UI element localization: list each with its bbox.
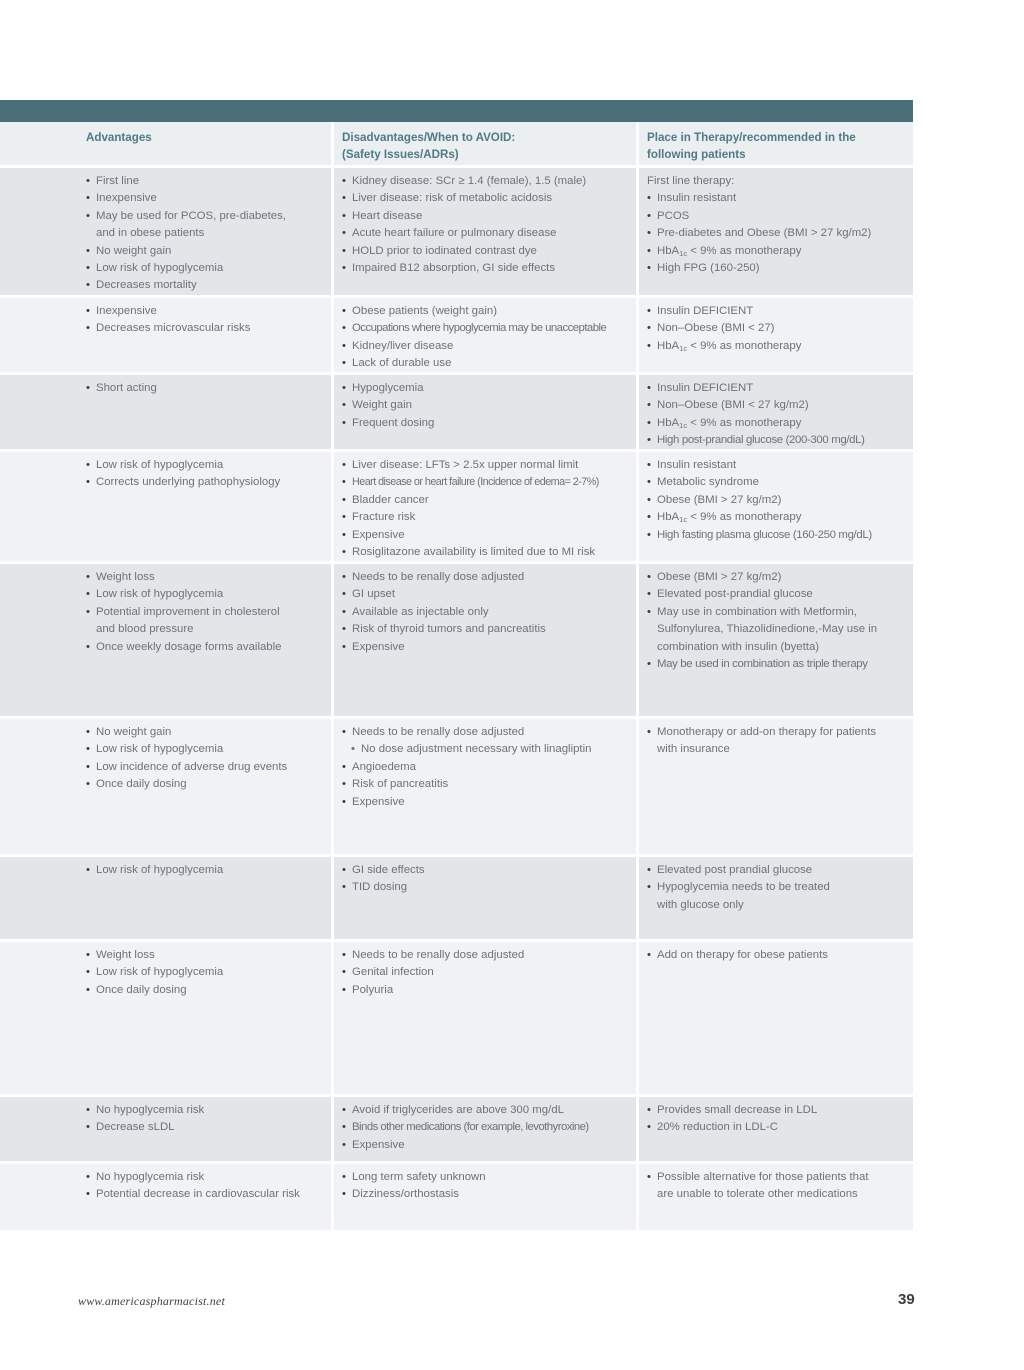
table-row [0, 942, 913, 1097]
list-item: • Liver disease: LFTs > 2.5x upper normal limit [342, 457, 628, 474]
list-item: • 20% reduction in LDL-C [647, 1119, 905, 1136]
list-item: • Long term safety unknown [342, 1169, 628, 1186]
list-item: • Once weekly dosage forms available [86, 639, 323, 656]
place-in-therapy-cell [636, 857, 913, 939]
page-number: 39 [898, 1291, 915, 1308]
advantages-cell [0, 942, 331, 1094]
list-item: • Rosiglitazone availability is limited due to MI risk [342, 544, 628, 561]
list-item: • Hypoglycemia [342, 380, 628, 397]
list-item: • Expensive [342, 639, 628, 656]
list-item: • Expensive [342, 527, 628, 544]
table-header-row [0, 122, 913, 168]
header-place-line1: Place in Therapy/recommended in the [647, 131, 856, 144]
list-item: • Impaired B12 absorption, GI side effects [342, 260, 628, 277]
list-item: • Once daily dosing [86, 982, 323, 999]
list-item: • Decreases mortality [86, 277, 323, 294]
header-color-bar [0, 100, 913, 122]
advantages-cell [0, 564, 331, 716]
list-item: • PCOS [647, 208, 905, 225]
list-item-hba1c [647, 415, 905, 432]
place-in-therapy-cell [636, 1097, 913, 1161]
disadvantages-cell [331, 1164, 636, 1230]
header-place-line2: following patients [647, 148, 746, 161]
list-item: • Insulin resistant [647, 190, 905, 207]
list-item-continuation [647, 741, 905, 758]
list-item: • Low risk of hypoglycemia [86, 862, 323, 879]
advantages-cell [0, 168, 331, 295]
list-item: • Needs to be renally dose adjusted [342, 724, 628, 741]
list-item: • No weight gain [86, 724, 323, 741]
disadvantages-cell [331, 298, 636, 372]
disadvantages-cell [331, 1097, 636, 1161]
list-item-hba1c [647, 338, 905, 355]
continuation-text: Sulfonylurea, Thiazolidinedione,-May use in [657, 623, 878, 636]
place-in-therapy-cell [636, 452, 913, 561]
list-item: • Once daily dosing [86, 776, 323, 793]
header-disadvantages [331, 122, 636, 165]
list-item: • Non–Obese (BMI < 27) [647, 320, 905, 337]
hba1c-base: HbA [657, 244, 680, 257]
list-item-hba1c [647, 243, 905, 260]
table-row [0, 168, 913, 298]
place-intro: First line therapy: [647, 175, 735, 187]
list-item: • Expensive [342, 1137, 628, 1154]
list-item: • Kidney disease: SCr ≥ 1.4 (female), 1.5 (male) [342, 173, 628, 190]
place-in-therapy-cell [636, 375, 913, 449]
hba1c-base: HbA [657, 511, 680, 524]
advantages-cell [0, 857, 331, 939]
continuation-text: with insurance [657, 743, 730, 756]
list-item: • Angioedema [342, 759, 628, 776]
hba1c-sub: 1c [679, 248, 688, 258]
list-item: • Low incidence of adverse drug events [86, 759, 323, 776]
list-item: • Weight loss [86, 569, 323, 586]
place-in-therapy-cell [636, 298, 913, 372]
hba1c-sub: 1c [679, 420, 688, 430]
table-row [0, 298, 913, 375]
list-item: • High post-prandial glucose (200-300 mg/dL) [647, 432, 905, 449]
list-item: • Binds other medications (for example, levothyroxine) [342, 1119, 628, 1136]
hba1c-sub: 1c [679, 343, 688, 353]
list-item: • Occupations where hypoglycemia may be unacceptable [342, 320, 628, 337]
list-item: • Possible alternative for those patients that [647, 1169, 905, 1186]
hba1c-text: < 9% as monotherapy [690, 244, 802, 257]
list-item: • Provides small decrease in LDL [647, 1102, 905, 1119]
continuation-text: and in obese patients [96, 227, 205, 240]
list-item: • Pre-diabetes and Obese (BMI > 27 kg/m2) [647, 225, 905, 242]
list-item: • HOLD prior to iodinated contrast dye [342, 243, 628, 260]
place-in-therapy-cell [636, 719, 913, 854]
list-item: • Potential decrease in cardiovascular risk [86, 1186, 323, 1203]
disadvantages-cell [331, 564, 636, 716]
header-place-in-therapy [636, 122, 913, 165]
list-item: • Insulin DEFICIENT [647, 303, 905, 320]
list-item: • Heart disease [342, 208, 628, 225]
list-item: • Decreases microvascular risks [86, 320, 323, 337]
list-item: • No hypoglycemia risk [86, 1102, 323, 1119]
list-item-continuation [647, 1186, 905, 1203]
table-row [0, 1097, 913, 1164]
list-item: • Insulin resistant [647, 457, 905, 474]
continuation-text: and blood pressure [96, 623, 194, 636]
list-item: • Inexpensive [86, 190, 323, 207]
list-item: • Corrects underlying pathophysiology [86, 474, 323, 491]
list-item: • May be used for PCOS, pre-diabetes, [86, 208, 323, 225]
advantages-cell [0, 298, 331, 372]
list-item: • Obese (BMI > 27 kg/m2) [647, 569, 905, 586]
list-item: • Kidney/liver disease [342, 338, 628, 355]
list-item: • Heart disease or heart failure (Incidence of edema= 2-7%) [342, 474, 628, 491]
header-advantages-label: Advantages [86, 131, 152, 144]
hba1c-base: HbA [657, 416, 680, 429]
list-item: • Lack of durable use [342, 355, 628, 372]
list-item: • Inexpensive [86, 303, 323, 320]
list-item-hba1c [647, 509, 905, 526]
disadvantages-cell [331, 375, 636, 449]
list-item: • Add on therapy for obese patients [647, 947, 905, 964]
list-item: • Liver disease: risk of metabolic acidosis [342, 190, 628, 207]
table-row [0, 452, 913, 564]
list-item: • Dizziness/orthostasis [342, 1186, 628, 1203]
list-item: • Low risk of hypoglycemia [86, 457, 323, 474]
list-item: • GI side effects [342, 862, 628, 879]
place-in-therapy-cell [636, 564, 913, 716]
list-item: • Metabolic syndrome [647, 474, 905, 491]
list-item-continuation [86, 225, 323, 242]
continuation-text: combination with insulin (byetta) [657, 640, 820, 653]
list-item: • Needs to be renally dose adjusted [342, 947, 628, 964]
hba1c-text: < 9% as monotherapy [690, 339, 802, 352]
list-item: • GI upset [342, 586, 628, 603]
list-item-continuation [647, 897, 905, 914]
footer-website: www.americaspharmacist.net [78, 1294, 225, 1308]
list-item: • Needs to be renally dose adjusted [342, 569, 628, 586]
list-item: • First line [86, 173, 323, 190]
list-item-continuation [647, 639, 905, 656]
advantages-cell [0, 452, 331, 561]
hba1c-sub: 1c [679, 515, 688, 525]
list-item: • Hypoglycemia needs to be treated [647, 879, 905, 896]
list-item: • Available as injectable only [342, 604, 628, 621]
disadvantages-cell [331, 942, 636, 1094]
table-row [0, 857, 913, 942]
list-subitem: • No dose adjustment necessary with linagliptin [342, 741, 628, 758]
list-item: • Low risk of hypoglycemia [86, 964, 323, 981]
list-item: • Risk of pancreatitis [342, 776, 628, 793]
list-item: • Risk of thyroid tumors and pancreatitis [342, 621, 628, 638]
header-advantages [0, 122, 331, 165]
list-item: • High FPG (160-250) [647, 260, 905, 277]
list-item: • Short acting [86, 380, 323, 397]
hba1c-text: < 9% as monotherapy [690, 511, 802, 524]
continuation-text: with glucose only [657, 898, 744, 911]
advantages-cell [0, 719, 331, 854]
list-item: • Frequent dosing [342, 415, 628, 432]
disadvantages-cell [331, 719, 636, 854]
disadvantages-cell [331, 452, 636, 561]
continuation-text: are unable to tolerate other medications [657, 1188, 858, 1201]
place-in-therapy-cell [636, 168, 913, 295]
list-item: • Genital infection [342, 964, 628, 981]
disadvantages-cell [331, 857, 636, 939]
list-item: • High fasting plasma glucose (160-250 mg/dL) [647, 527, 905, 544]
list-item: • Expensive [342, 794, 628, 811]
list-item: • Elevated post prandial glucose [647, 862, 905, 879]
list-item: • Acute heart failure or pulmonary disease [342, 225, 628, 242]
list-item: • No hypoglycemia risk [86, 1169, 323, 1186]
disadvantages-cell [331, 168, 636, 295]
place-in-therapy-cell [636, 942, 913, 1094]
table-row [0, 1164, 913, 1233]
advantages-cell [0, 375, 331, 449]
advantages-cell [0, 1097, 331, 1161]
table-row [0, 564, 913, 719]
list-item: • Bladder cancer [342, 492, 628, 509]
header-disadvantages-line2: (Safety Issues/ADRs) [342, 148, 459, 161]
list-item: • May use in combination with Metformin, [647, 604, 905, 621]
list-item: • Elevated post-prandial glucose [647, 586, 905, 603]
place-in-therapy-cell [636, 1164, 913, 1230]
table-row [0, 375, 913, 452]
list-item: • Non–Obese (BMI < 27 kg/m2) [647, 397, 905, 414]
hba1c-text: < 9% as monotherapy [690, 416, 802, 429]
list-item: • Obese (BMI > 27 kg/m2) [647, 492, 905, 509]
list-item: • Obese patients (weight gain) [342, 303, 628, 320]
list-item-continuation [86, 621, 323, 638]
list-item: • Avoid if triglycerides are above 300 mg/dL [342, 1102, 628, 1119]
list-item-continuation [647, 621, 905, 638]
header-disadvantages-line1: Disadvantages/When to AVOID: [342, 131, 516, 144]
advantages-cell [0, 1164, 331, 1230]
hba1c-base: HbA [657, 339, 680, 352]
list-item: • Low risk of hypoglycemia [86, 260, 323, 277]
list-item: • No weight gain [86, 243, 323, 260]
list-item: • TID dosing [342, 879, 628, 896]
list-item: • Weight gain [342, 397, 628, 414]
list-item: • Insulin DEFICIENT [647, 380, 905, 397]
list-item: • Low risk of hypoglycemia [86, 741, 323, 758]
list-item: • Low risk of hypoglycemia [86, 586, 323, 603]
therapy-table [0, 122, 913, 1233]
list-item: • Monotherapy or add-on therapy for patients [647, 724, 905, 741]
list-item: • Decrease sLDL [86, 1119, 323, 1136]
table-row [0, 719, 913, 857]
list-item: • Potential improvement in cholesterol [86, 604, 323, 621]
list-item: • Polyuria [342, 982, 628, 999]
list-item: • Weight loss [86, 947, 323, 964]
list-item: • May be used in combination as triple therapy [647, 656, 905, 673]
list-item: • Fracture risk [342, 509, 628, 526]
